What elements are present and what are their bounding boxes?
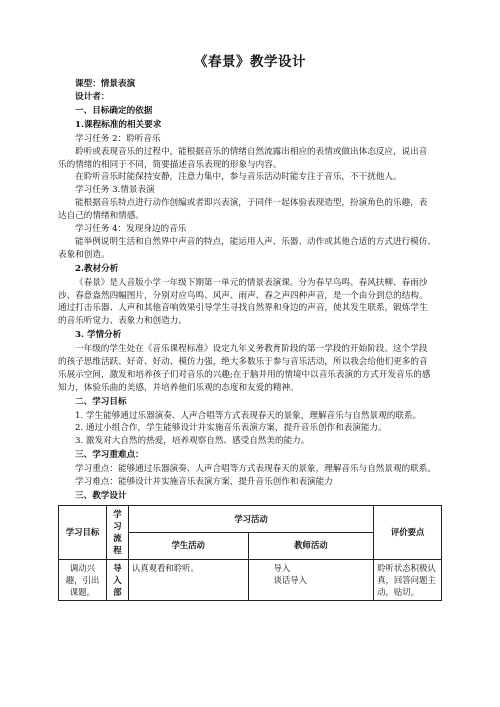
cell-student: 认真观看和聆听。 <box>128 559 248 601</box>
header-activity: 学习活动 <box>128 505 373 532</box>
subsection-heading-1-2: 2.教材分析 <box>75 263 119 274</box>
material-text-line: 《春景》是人音版小学一年级下期第一单元的情景表演课。分为春早鸟鸣、春风扶柳、春雨沙 <box>75 277 428 288</box>
student-text-line: 乐展示空间，激发和培养孩子们对音乐的兴趣;在于脑并用的情境中以音乐表演的方式开发音乐的感 <box>58 369 431 380</box>
teacher-line: 导入 <box>273 562 291 573</box>
task-4-heading: 学习任务 4：发现身边的音乐 <box>75 224 187 235</box>
key-point: 学习重点：能够通过乐器演奏、人声合唱等方式表现春天的景象，理解音乐与自然景观的联系。 <box>75 464 436 475</box>
designer: 设计者： <box>75 92 110 103</box>
section-heading-3: 三、学习重难点： <box>75 450 144 461</box>
teaching-design-table <box>58 505 442 601</box>
table-header-row <box>59 505 442 532</box>
material-text-line: 的音乐听觉力、表象力和创造力。 <box>58 316 187 327</box>
task-3-text-line: 能根据音乐特点进行动作创编或者即兴表演，于同伴一起体验表现造型，扮演角色的乐趣，表 <box>75 198 428 209</box>
task-2-text-line: 聆听或表现音乐的过程中，能根据音乐的情绪自然流露出相应的表情或做出体态反应，说出音 <box>75 146 428 157</box>
task-2-heading: 学习任务 2：聆听音乐 <box>75 133 161 144</box>
student-text-line: 的孩子思维活跃、好奇、好动、模仿力强，绝大多数乐于参与音乐活动，所以我会给他们更多的音 <box>58 356 428 367</box>
header-eval: 评价要点 <box>374 505 442 559</box>
header-student: 学生活动 <box>128 532 248 559</box>
cell-goal: 调动兴趣，引出课题。 <box>59 559 107 601</box>
course-type: 课型：情景表演 <box>75 79 136 90</box>
cell-flow: 导入部 <box>106 559 128 601</box>
material-text-line: 沙、春意盎然四幅图片，分别对应鸟鸣、风声、雨声、春之声四种声音，是一个由分到总的结构。 <box>58 290 428 301</box>
task-4-text-line: 能举例说明生活和自然界中声音的特点，能运用人声、乐器、动作或其他合适的方式进行模仿、 <box>75 236 436 247</box>
goal-item: 1. 学生能够通过乐器演奏、人声合唱等方式表现春天的景象，理解音乐与自然景观的联系。 <box>75 410 422 421</box>
task-4-text-line: 表象和创造。 <box>58 249 110 260</box>
task-3-heading: 学习任务 3.情景表演 <box>75 185 155 196</box>
goal-item: 2. 通过小组合作，学生能够设计并实施音乐表演方案，提升音乐创作和表演能力。 <box>75 423 387 434</box>
section-heading-4: 三、教学设计 <box>75 490 127 501</box>
cell-eval: 聆听状态积极认真，回答问题主动，贴切。 <box>374 559 442 601</box>
subsection-heading-1-3: 3. 学情分析 <box>75 330 122 341</box>
header-teacher: 教师活动 <box>248 532 374 559</box>
header-goal: 学习目标 <box>59 505 107 559</box>
student-text-line: 知力，体验乐曲的美感，并培养他们乐观的态度和友爱的精神。 <box>58 382 299 393</box>
section-heading-1: 一、目标确定的依据 <box>75 106 153 117</box>
header-flow: 学习流程 <box>106 505 128 559</box>
task-2-text-line: 乐的情绪的相同于不同，简要描述音乐表现的形象与内容。 <box>58 159 282 170</box>
goal-item: 3. 激发对大自然的热爱，培养观察自然、感受自然美的能力。 <box>75 436 310 447</box>
difficult-point: 学习难点：能够设计并实施音乐表演方案，提升音乐创作和表演能力 <box>75 476 333 487</box>
teacher-line: 谈话导入 <box>273 574 307 585</box>
subsection-heading-1-1: 1.课程标准的相关要求 <box>75 119 162 130</box>
cell-teacher <box>248 559 374 601</box>
task-3-text-line: 达自己的情绪和情感。 <box>58 211 144 222</box>
document-title: 《春景》教学设计 <box>194 54 306 70</box>
table-row <box>59 559 442 601</box>
section-heading-2: 二、学习目标 <box>75 396 127 407</box>
student-text-line: 一年级的学生处在《音乐课程标准》设定九年义务教育阶段的第一学段的开始阶段。这个学段 <box>75 344 428 355</box>
material-text-line: 通过打击乐器、人声和其他音响效果引导学生寻找自然界和身边的声音，使其发生联系，锻炼学生 <box>58 303 428 314</box>
task-2-text-line: 在聆听音乐时能保持安静，注意力集中，参与音乐活动时能专注于音乐，不干扰他人。 <box>75 172 402 183</box>
